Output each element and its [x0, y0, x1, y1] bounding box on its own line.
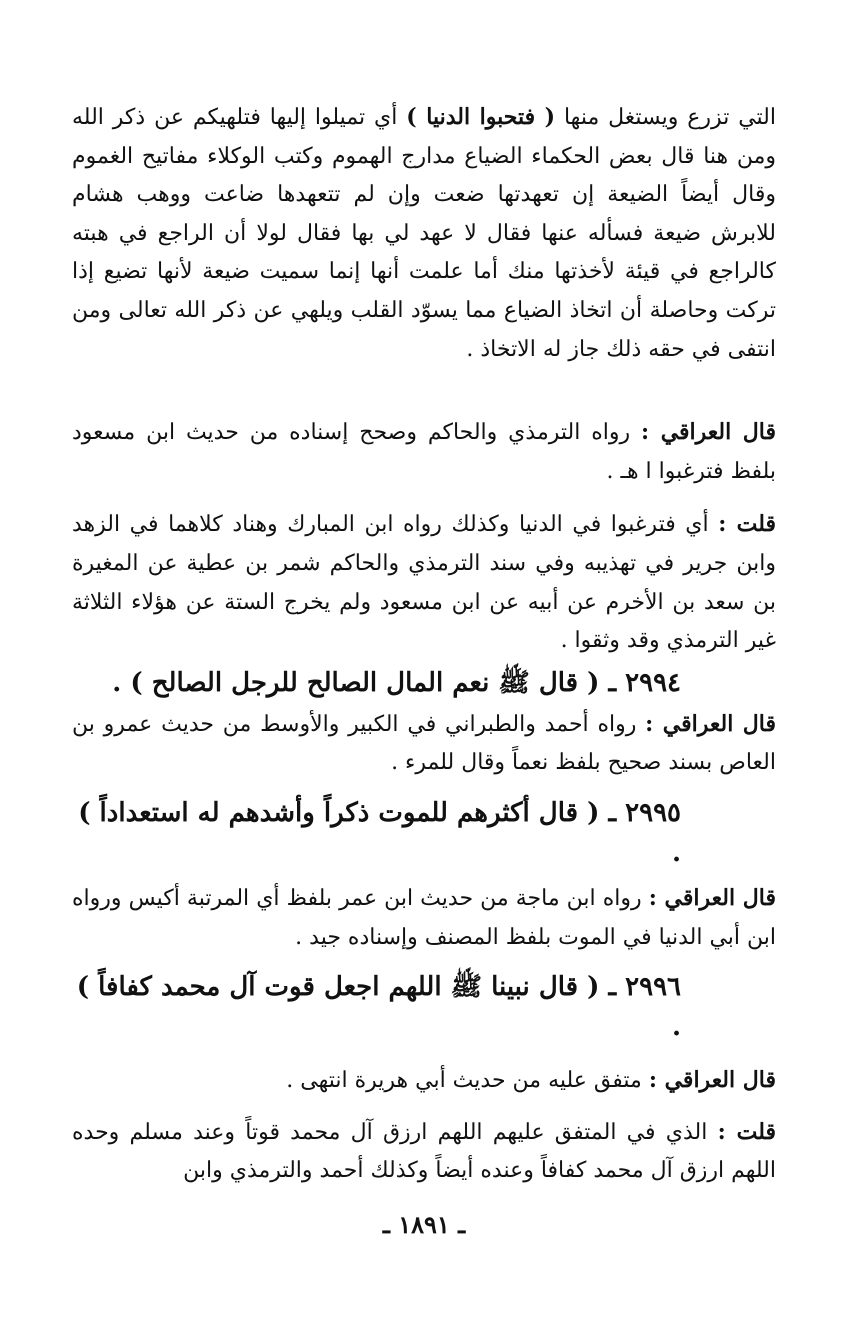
paragraph-iraqi-2996 — [72, 1061, 776, 1101]
iraqi-text: رواه ابن ماجة من حديث ابن عمر بلفظ أي المرتبة أكيس ورواه ابن أبي الدنيا في الموت بلفظ المصنف وإسناده جيد . — [72, 885, 776, 950]
qult-text: الذي في المتفق عليهم اللهم ارزق آل محمد قوتاً وعند مسلم وحده اللهم ارزق آل محمد كفافاً وعنده أيضاً وكذلك أحمد والترمذي وابن — [72, 1119, 776, 1184]
iraqi-label: قال العراقي : — [648, 1067, 776, 1094]
paragraph-qult-1 — [72, 505, 776, 660]
iraqi-text: رواه أحمد والطبراني في الكبير والأوسط من حديث عمرو بن العاص بسند صحيح بلفظ نعماً وقال للمرء . — [72, 711, 776, 776]
page-number: ـ ١٨٩١ ـ — [382, 1210, 466, 1239]
iraqi-text: متفق عليه من حديث أبي هريرة انتهى . — [286, 1068, 642, 1094]
intro-quote: ( فتحبوا الدنيا ) — [406, 104, 556, 130]
iraqi-label: قال العراقي : — [648, 884, 777, 911]
iraqi-label: قال العراقي : — [645, 710, 776, 737]
qult-label: قلت : — [717, 1118, 777, 1145]
heading-2995: ٢٩٩٥ ـ ( قال أكثرهم للموت ذكراً وأشدهم له استعداداً ) . — [78, 797, 681, 868]
paragraph-iraqi-2995 — [72, 879, 776, 957]
qult-text: أي فترغبوا في الدنيا وكذلك رواه ابن المبارك وهناد كلاهما في الزهد وابن جرير في تهذيبه وفي سند الترمذي والحاكم شمر بن عطية عن المغيرة بن سعد بن الأخرم عن أبيه عن ابن مسعود ولم يخرج الستة عن هؤلاء الثلاثة غير الترمذي وقد وثقوا . — [72, 512, 776, 654]
heading-2994: ٢٩٩٤ ـ ( قال ﷺ نعم المال الصالح للرجل الصالح ) . — [112, 667, 681, 698]
intro-lead: التي تزرع ويستغل منها — [563, 105, 776, 130]
iraqi-text: رواه الترمذي والحاكم وصحح إسناده من حديث ابن مسعود بلفظ فترغبوا ا هـ . — [72, 420, 776, 484]
heading-2996: ٢٩٩٦ ـ ( قال نبينا ﷺ اللهم اجعل قوت آل محمد كفافاً ) . — [76, 972, 681, 1043]
intro-text: أي تميلوا إليها فتلهيكم عن ذكر الله ومن هنا قال بعض الحكماء الضياع مدارج الهموم وكتب الوكلاء مفاتيح الغموم وقال أيضاً الضيعة إن تعهدتها ضعت وإن لم تتعهدها ضاعت ووهب هشام للابرش ضيعة فسأله عنها فقال لا عهد لي بها فقال لولا أن الراجع في هبته كالراجع في قيئة لأخذتها منك أما علمت أنها إنما سميت ضيعة لأنها تضيع إذا تركت وحاصلة أن اتخاذ الضياع مما يسوّد القلب ويلهي عن ذكر الله تعالى ومن انتفى في حقه ذلك جاز له الاتخاذ . — [72, 105, 776, 362]
paragraph-intro — [72, 98, 776, 369]
paragraph-iraqi-2994 — [72, 705, 776, 783]
iraqi-label: قال العراقي : — [641, 419, 776, 446]
paragraph-qult-2 — [72, 1113, 776, 1191]
qult-label: قلت : — [718, 511, 777, 538]
paragraph-iraqi-1 — [72, 413, 776, 491]
